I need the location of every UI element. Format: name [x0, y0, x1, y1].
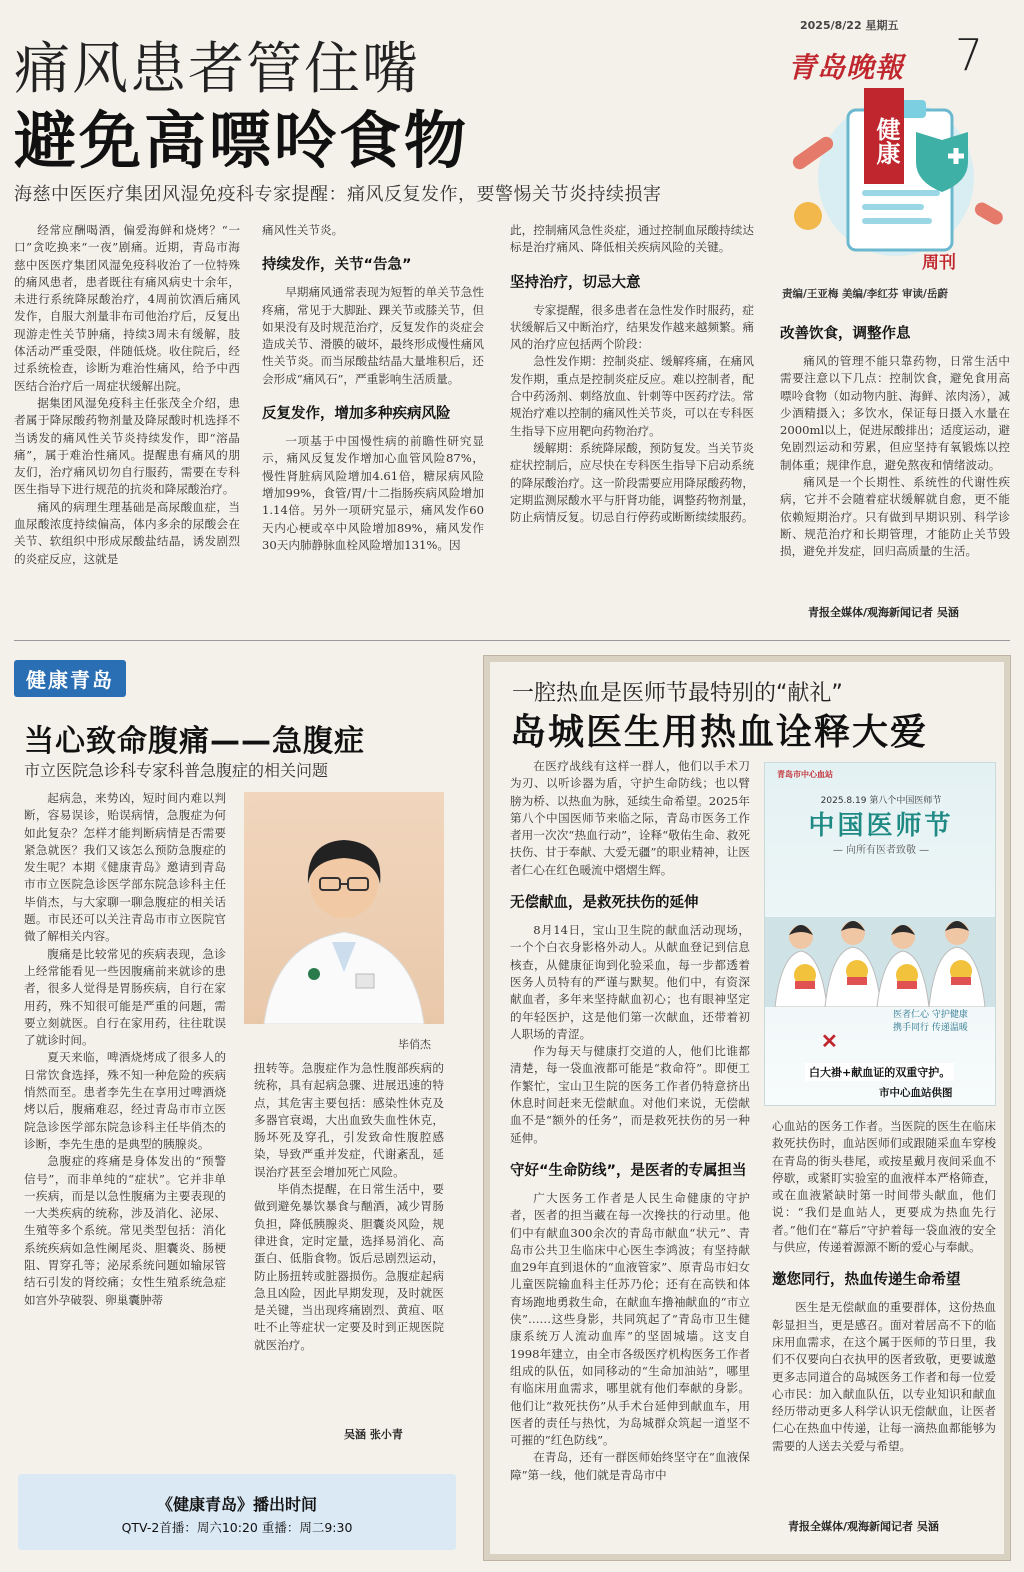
doctors-day-poster	[764, 762, 996, 1106]
subheading: 改善饮食，调整作息	[780, 326, 911, 342]
section-label-health: 健康	[864, 88, 904, 184]
column-badge: 健康青岛	[14, 660, 126, 697]
paragraph: 一项基于中国慢性病的前瞻性研究显示，痛风反复发作增加心血管风险87%，慢性肾脏病风险增加4.61倍，糖尿病风险增加99%，食管/胃/十二指肠疾病风险增加1.14倍。另外一项研究显示，痛风发作60天内心梗或卒中风险增加89%，痛风发作30天内肺静脉血栓风险增加131%。因	[262, 434, 484, 552]
paper-logo: 青岛晚報	[788, 51, 905, 84]
poster-cross-icon: ✕	[821, 1029, 838, 1053]
article1-col1	[14, 222, 240, 622]
article2-subtitle: 市立医院急诊科专家科普急腹症的相关问题	[24, 761, 329, 780]
subheading: 坚持治疗，切忌大意	[510, 274, 641, 291]
staff-credits: 责编/王亚梅 美编/李红芬 审读/岳蔚	[782, 288, 948, 300]
article1-title-line2: 避免高嘌呤食物	[14, 104, 470, 177]
divider	[14, 640, 1010, 641]
article2-byline: 吴涵 张小青	[344, 1428, 403, 1441]
paragraph: 扭转等。急腹症作为急性腹部疾病的统称，具有起病急骤、进展迅速的特点，其危害主要包括：感染性休克及多器官衰竭，大出血致失血性休克，肠坏死及穿孔，引发致命性腹腔感染，导致严重并发症，代谢紊乱，延误治疗甚至会增加死亡风险。	[254, 1061, 444, 1179]
weekly-label: 周刊	[922, 253, 956, 273]
photo-caption: 毕俏杰	[398, 1038, 431, 1051]
poster-tagline: — 向所有医者致敬 —	[832, 845, 930, 856]
article2-col1	[24, 790, 226, 1454]
paragraph: 作为每天与健康打交道的人，他们比谁都清楚，每一袋血液都可能是“救命符”。即便工作繁忙，宝山卫生院的医务工作者仍特意挤出休息时间赶来无偿献血。对他们来说，无偿献血不是“额外的任务”，而是救死扶伤的另一种延伸。	[510, 1044, 750, 1145]
paragraph: 经常应酬喝酒，偏爱海鲜和烧烤？“一口”贪吃换来“一夜”剧痛。近期，青岛市海慈中医医疗集团风湿免疫科收治了一位特殊的痛风患者，患者既往有痛风病史十余年，未进行系统降尿酸治疗，4周前饮酒后痛风发作，自服大剂量非布司他治疗后，反复出现游走性关节肿痛，持续3周未有缓解，肢体活动严重受限，伴随低烧。收住院后，经过系统检查，诊断为难治性痛风，给予中西医结合治疗后一周症状缓解出院。	[14, 223, 240, 393]
poster-title: 中国医师节	[808, 811, 954, 841]
paragraph: 8月14日，宝山卫生院的献血活动现场，一个个白衣身影格外动人。从献血登记到信息核查，从健康征询到化验采血，每一步都透着医务人员特有的严谨与默契。他们中，有资深献血者，多年来坚持献血初心；也有眼神坚定的年轻医护，这是他们第一次献血，还带着初人职场的青涩。	[510, 923, 750, 1041]
paragraph: 此，控制痛风急性炎症，通过控制血尿酸持续达标是治疗痛风、降低相关疾病风险的关键。	[510, 223, 754, 255]
article1-title-line1: 痛风患者管住嘴	[14, 37, 420, 102]
poster-caption-1: 白大褂+献血证的双重守护。	[805, 1063, 954, 1081]
article2-title: 当心致命腹痛——急腹症	[24, 724, 365, 759]
article1-col2	[262, 222, 484, 622]
paragraph: 心血站的医务工作者。当医院的医生在临床救死扶伤时，血站医师们或跟随采血车穿梭在青岛的街头巷尾，或按星戴月夜间采血不停歇，或紧盯实验室的血液样本严格筛查，或在血液紧缺时第一时间带头献血，他们说：“我们是血站人，更要成为热血先行者。”他们在“幕后”守护着每一袋血液的安全与供应，传递着源源不断的爱心与奉献。	[772, 1119, 996, 1255]
paragraph: 痛风的管理不能只靠药物，日常生活中需要注意以下几点：控制饮食，避免食用高嘌呤食物（如动物内脏、海鲜、浓肉汤），减少酒精摄入；多饮水，保证每日摄入水量在2000ml以上，促进尿酸排出；适度运动，避免剧烈运动和劳累，但应坚持有氧锻炼以控制体重；规律作息，避免熬夜和情绪波动。	[780, 354, 1010, 472]
article3-col1	[510, 758, 750, 1546]
article2-col2	[254, 1060, 444, 1432]
paragraph: 早期痛风通常表现为短暂的单关节急性疼痛，常见于大脚趾、踝关节或膝关节，但如果没有及时规范治疗，反复发作的炎症会造成关节、滑膜的破坏，最终形成慢性痛风性关节炎。而当尿酸盐结晶大量堆积后，还会形成“痛风石”，严重影响生活质量。	[262, 285, 484, 386]
article3-col2	[772, 1118, 996, 1528]
paragraph: 痛风的病理生理基础是高尿酸血症，当血尿酸浓度持续偏高，体内多余的尿酸会在关节、软组织中形成尿酸盐结晶，诱发剧烈的炎症反应，这就是	[14, 499, 240, 566]
article1-col3	[510, 222, 754, 622]
article1-byline: 青报全媒体/观海新闻记者 吴涵	[808, 606, 959, 619]
paragraph: 在医疗战线有这样一群人，他们以手术刀为刃、以听诊器为盾，守护生命防线；也以臂膀为桥、以热血为脉，延续生命希望。2025年第八个中国医师节来临之际，青岛市医务工作者用一次次“热血行动”，诠释“敬佑生命、救死扶伤、甘于奉献、大爱无疆”的职业精神，让医者仁心在红色暖流中熠熠生辉。	[510, 759, 750, 877]
doctor-photo	[244, 792, 444, 1024]
poster-doctors-image	[765, 857, 996, 1007]
paragraph: 急腹症的疼痛是身体发出的“预警信号”，而非单纯的“症状”。它并非单一疾病，而是以急性腹痛为主要表现的一大类疾病的统称，涉及消化、泌尿、生殖等多个系统。常见类型包括：消化系统疾病如急性阑尾炎、胆囊炎、肠梗阻、胃穿孔等；泌尿系统问题如输尿管结石引发的肾绞痛；女性生殖系统急症如宫外孕破裂、卵巢囊肿蒂	[24, 1154, 226, 1307]
paragraph: 起病急，来势凶，短时间内难以判断，容易误诊，贻误病情，急腹症为何如此复杂？怎样才能判断病情是否需要紧急就医？我们又该怎么预防急腹症的发生呢？本期《健康青岛》邀请到青岛市市立医院急诊医学部东院急诊科主任毕俏杰，与大家聊一聊急腹症的相关话题。市民还可以关注青岛市市立医院官微了解相关内容。	[24, 791, 226, 944]
issue-date: 2025/8/22 星期五	[800, 19, 899, 32]
subheading: 持续发作，关节“告急”	[262, 257, 412, 274]
paragraph: 夏天来临，啤酒烧烤成了很多人的日常饮食选择，殊不知一种危险的疾病悄然而至。患者李先生在享用过啤酒烧烤以后，腹痛难忍，经过青岛市市立医院急诊医学部东院急诊科主任毕俏杰的诊断，李先生患的是典型的胰腺炎。	[24, 1050, 226, 1151]
page-number: 7	[955, 30, 983, 81]
paragraph: 缓解期：系统降尿酸，预防复发。当关节炎症状控制后，应尽快在专科医生指导下启动系统的降尿酸治疗。这一阶段需要应用降尿酸药物，定期监测尿酸水平与肝肾功能，调整药物剂量，防止病情反复。切忌自行停药或断断续续服药。	[510, 440, 754, 525]
broadcast-time: QTV-2首播：周六10:20 重播：周二9:30	[121, 1520, 353, 1535]
article1-col4	[780, 322, 1010, 622]
paragraph: 毕俏杰提醒，在日常生活中，要做到避免暴饮暴食与酗酒，减少胃肠负担，降低胰腺炎、胆囊炎风险，规律进食，定时定量，选择易消化、高蛋白、低脂食物。饭后忌剧烈运动，防止肠扭转或脏器损伤。急腹症起病急且凶险，因此早期发现，及时就医是关键，当出现疼痛剧烈、黄疸、呕吐不止等症状一定要及时到正规医院就医治疗。	[254, 1182, 444, 1352]
paragraph: 腹痛是比较常见的疾病表现，急诊上经常能看见一些因腹痛前来就诊的患者，很多人觉得是胃肠疾病，自行在家用药，殊不知很可能是严重的问题，需要立刻就医。自行在家用药，往往耽误了就诊时间。	[24, 946, 226, 1048]
paragraph: 痛风是一个长期性、系统性的代谢性疾病，它并不会随着症状缓解就自愈，更不能依赖短期治疗。只有做到早期识别、科学诊断、规范治疗和长期管理，才能防止关节毁损，避免并发症，回归高质量的生活。	[780, 475, 1010, 559]
subheading: 守好“生命防线”，是医者的专属担当	[510, 1162, 747, 1179]
subheading: 反复发作，增加多种疾病风险	[262, 406, 451, 423]
subheading: 无偿献血，是救死扶伤的延伸	[510, 895, 699, 912]
poster-org: 青岛市中心血站	[777, 770, 833, 779]
paragraph: 在青岛，还有一群医师始终坚守在“血液保障”第一线，他们就是青岛市中	[510, 1450, 750, 1482]
paragraph: 痛风性关节炎。	[262, 223, 344, 237]
subheading: 邀您同行，热血传递生命希望	[772, 1272, 961, 1289]
article1-subtitle: 海慈中医医疗集团风湿免疫科专家提醒：痛风反复发作，要警惕关节炎持续损害	[14, 184, 662, 205]
article3-kicker: 一腔热血是医师节最特别的“献礼”	[512, 681, 843, 706]
article3-title: 岛城医生用热血诠释大爱	[510, 712, 929, 753]
paragraph: 医生是无偿献血的重要群体，这份热血彰显担当，更是感召。面对着居高不下的临床用血需求，在这个属于医师的节日里，我们不仅要向白衣执甲的医者致敬，更要诚邀更多志同道合的岛城医务工作者和每一位爱心市民：加入献血队伍，以专业知识和献血经历带动更多人科学认识无偿献血，让医者仁心在热血中传递，让每一滴热血都能够为需要的人送去关爱与希望。	[772, 1300, 996, 1453]
paragraph: 广大医务工作者是人民生命健康的守护者，医者的担当藏在每一次搀扶的行动里。他们中有献血300余次的青岛市献血“状元”、青岛市公共卫生临床中心医生李鸿波；有坚持献血29年直到退休的“血液管家”、原青岛市妇女儿童医院输血科主任苏乃伦；还有在高铁和体育场跑地勇救生命，在献血车撸袖献血的“市立侠”……这些身影，共同筑起了“青岛市卫生健康系统万人流动血库”的坚固城墙。这支自1998年建立，由全市各级医疗机构医务工作者组成的队伍，如同移动的“生命加油站”，哪里有临床用血需求，哪里就有他们奉献的身影。他们让“救死扶伤”从手术台延伸到献血车，用医者的责任与热忱，为岛城群众筑起一道坚不可摧的“红色防线”。	[510, 1190, 750, 1448]
paragraph: 据集团风湿免疫科主任张茂全介绍，患者属于降尿酸药物剂量及降尿酸时机选择不当诱发的痛风性关节炎持续发作，即“溶晶痛”，属于难治性痛风。提醒患有痛风的朋友们，治疗痛风切勿自行服药，需要在专科医生指导下进行规范的抗炎和降尿酸治疗。	[14, 395, 240, 497]
broadcast-title: 《健康青岛》播出时间	[156, 1495, 317, 1514]
paragraph: 急性发作期：控制炎症、缓解疼痛，在痛风发作期，重点是控制炎症反应。难以控制者，配合中药汤剂、刺络放血、针刺等中医药疗法。常规治疗难以控制的痛风性关节炎，可以在专科医生指导下应用靶向药物治疗。	[510, 354, 754, 438]
article3-byline: 青报全媒体/观海新闻记者 吴涵	[788, 1520, 939, 1533]
poster-date-line: 2025.8.19 第八个中国医师节	[820, 796, 942, 806]
poster-caption-2: 市中心血站供图	[879, 1087, 953, 1099]
poster-slogan: 医者仁心 守护健康 携手同行 传递温暖	[893, 1010, 968, 1033]
paragraph: 专家提醒，很多患者在急性发作时服药，症状缓解后又中断治疗，结果发作越来越频繁。痛风的治疗应包括两个阶段：	[510, 302, 754, 352]
